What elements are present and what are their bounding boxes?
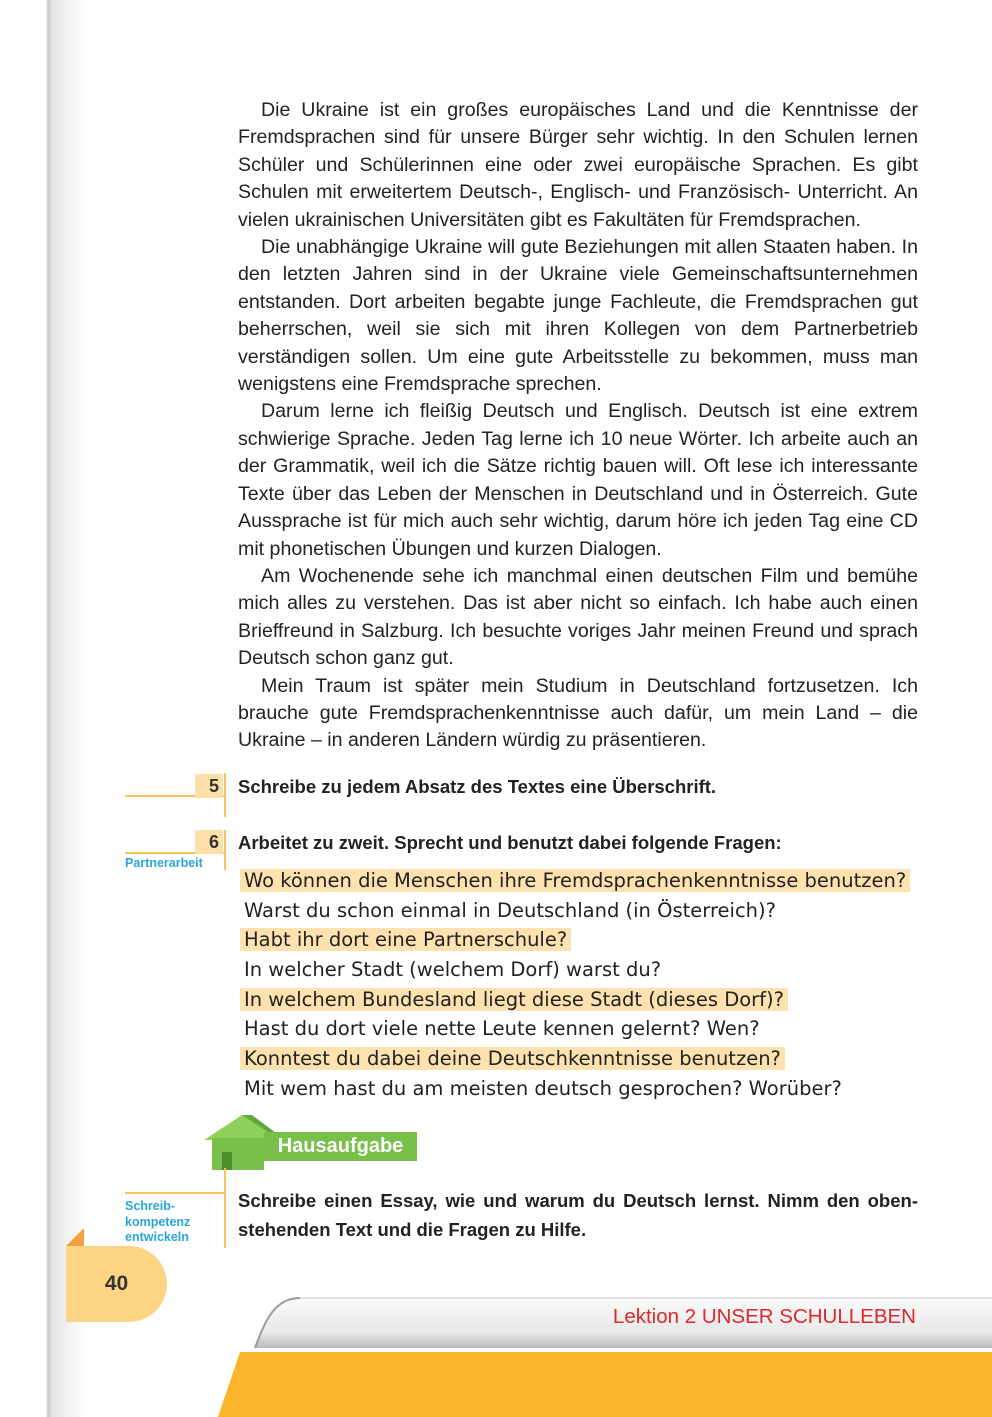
- paragraph-2: Die unabhängige Ukraine will gute Beziehungen mit allen Staaten haben. In den letzten Jahren sind in der Ukraine viele Gemeinschaftsunternehmen entstanden. Dort arbeiten begabte junge Fachleute, die Fremdsprachen gut beherrschen, weil sie sich mit ihren Kollegen von dem Partnerbetrieb verständigen sollen. Um eine gute Arbeitsstelle zu bekommen, muss man wenigstens eine Fremdsprache sprechen.: [238, 236, 918, 396]
- side-label-line: entwickeln: [125, 1230, 189, 1244]
- question-list: [240, 866, 930, 1104]
- question-item: In welcher Stadt (welchem Dorf) warst du?: [244, 958, 662, 982]
- page-tab-corner: [66, 1228, 84, 1246]
- homework-text: Schreibe einen Essay, wie und warum du Deutsch lernst. Nimm den obenstehenden Text und die Fragen zu Hilfe.: [238, 1190, 918, 1240]
- page-binding: [0, 0, 84, 1417]
- lesson-title: Lektion 2 UNSER SCHULLEBEN: [612, 1305, 916, 1328]
- paragraph-4: Am Wochenende sehe ich manchmal einen deutschen Film und bemühe mich alles zu verstehen. Das ist aber nicht so einfach. Ich habe auch einen Brieffreund in Salzburg. Ich besuchte voriges Jahr meinen Freund und sprach Deutsch schon ganz gut.: [238, 564, 918, 670]
- partnerarbeit-label: Partnerarbeit: [125, 856, 203, 870]
- question-item: In welchem Bundesland liegt diese Stadt (dieses Dorf)?: [240, 985, 930, 1015]
- question-item: Warst du schon einmal in Deutschland (in Österreich)?: [244, 898, 776, 922]
- question-item: Habt ihr dort eine Partnerschule?: [240, 925, 930, 955]
- paragraph-5: Mein Traum ist später mein Studium in Deutschland fortzusetzen. Ich brauche gute Fremdsprachenkenntnisse auch dafür, um mein Land – die Ukraine – in anderen Ländern würdig zu präsentieren.: [238, 674, 918, 752]
- exercise-6-vrule: [224, 830, 226, 870]
- page-number: 40: [104, 1272, 129, 1295]
- side-label-line: kompetenz: [125, 1214, 191, 1229]
- exercise-6-number: 6: [195, 830, 223, 854]
- paragraph-1: Die Ukraine ist ein großes europäisches Land und die Kenntnisse der Fremdsprachen sind für unsere Bürger sehr wichtig. In den Schulen lernen Schüler und Schülerinnen eine oder zwei europäische Sprachen. Es gibt Schulen mit erweitertem Deutsch-, Englisch- und Französisch- Unterricht. An vielen ukrainischen Universitäten gibt es Fakultäten für Fremdsprachen.: [238, 99, 918, 231]
- question-item: Konntest du dabei deine Deutschkenntnisse benutzen?: [240, 1044, 930, 1074]
- homework-vrule: [224, 1168, 226, 1248]
- side-label-line: Schreib-: [125, 1199, 176, 1213]
- homework-rule: [125, 1192, 225, 1194]
- exercise-5-number: 5: [195, 774, 223, 798]
- question-item: Wo können die Menschen ihre Fremdsprachenkenntnisse benutzen?: [240, 866, 930, 896]
- question-item: Hast du dort viele nette Leute kennen gelernt? Wen?: [244, 1017, 760, 1041]
- question-item: Mit wem hast du am meisten deutsch gesprochen? Worüber?: [244, 1076, 842, 1100]
- schreibkompetenz-label: [125, 1199, 190, 1246]
- exercise-5-instruction: Schreibe zu jedem Absatz des Textes eine Überschrift.: [238, 776, 717, 797]
- reading-text: [238, 97, 918, 755]
- exercise-5-vrule: [224, 773, 226, 817]
- hausaufgabe-label: Hausaufgabe: [264, 1132, 417, 1161]
- exercise-6-instruction: Arbeitet zu zweit. Sprecht und benutzt dabei folgende Fragen:: [238, 832, 782, 853]
- paragraph-3: Darum lerne ich fleißig Deutsch und Englisch. Deutsch ist eine extrem schwierige Sprache. Jeden Tag lerne ich 10 neue Wörter. Ich arbeite auch an der Grammatik, weil ich die Sätze richtig bauen will. Oft lese ich interessante Texte über das Leben der Menschen in Deutschland und in Österreich. Gute Aussprache ist für mich auch sehr wichtig, darum höre ich jeden Tag eine CD mit phonetischen Übungen und kurzen Dialogen.: [238, 400, 918, 560]
